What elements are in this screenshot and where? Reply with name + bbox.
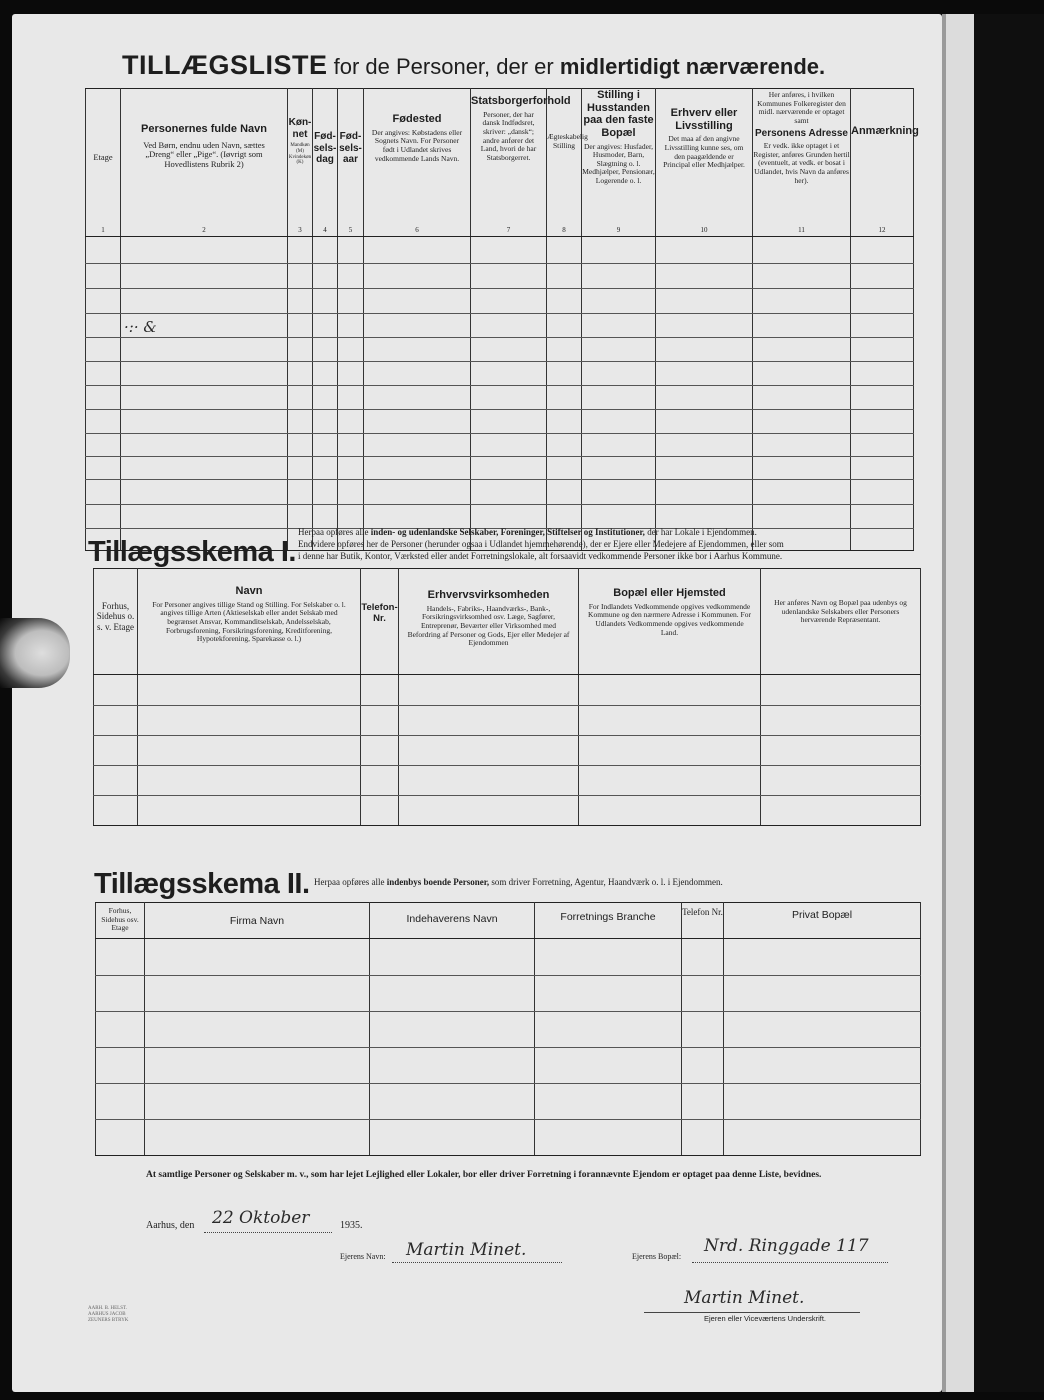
list-row-cell [656, 457, 753, 480]
list-row [86, 505, 914, 529]
list-row-cell [753, 410, 851, 434]
list-row-cell [851, 457, 914, 480]
schema1-row-cell [361, 796, 399, 826]
list-row-cell [547, 362, 582, 386]
list-row-cell [338, 264, 364, 289]
schema1-row-cell [579, 796, 761, 826]
list-row-cell [471, 237, 547, 264]
list-row-cell [86, 434, 121, 457]
list-row-cell [582, 289, 656, 314]
list-row-cell [364, 434, 471, 457]
schema2-row-cell [370, 939, 535, 976]
list-row-cell [547, 338, 582, 362]
schema2-row-cell [145, 1120, 370, 1156]
list-row-cell [851, 480, 914, 505]
list-row-cell [288, 386, 313, 410]
list-col-birthyear: Fød-sels-aar 5 [338, 89, 364, 237]
list-row-cell [471, 314, 547, 338]
list-row-cell [313, 505, 338, 529]
list-row-cell [753, 386, 851, 410]
schema2-row-cell [724, 976, 921, 1012]
list-row-cell [121, 434, 288, 457]
list-row [86, 289, 914, 314]
list-row-cell [288, 237, 313, 264]
list-row-cell [753, 237, 851, 264]
list-row-cell [313, 314, 338, 338]
list-row-cell [753, 457, 851, 480]
date-line [204, 1232, 332, 1233]
schema2-row-cell [96, 1084, 145, 1120]
schema1-row [94, 675, 921, 706]
schema2-row-cell [535, 1084, 682, 1120]
list-row-cell [656, 386, 753, 410]
list-col-name: Personernes fulde Navn Ved Børn, endnu uden Navn, sættes „Dreng“ eller „Pige“. (Iøvrigt som Hovedlistens Rubrik 2) 2 [121, 89, 288, 237]
owner-address-handwritten: Nrd. Ringgade 117 [704, 1236, 869, 1256]
schema2-row-cell [96, 1120, 145, 1156]
list-row-cell [851, 410, 914, 434]
list-row-cell [338, 386, 364, 410]
list-row-cell [288, 457, 313, 480]
list-row-cell [121, 505, 288, 529]
list-col-birthplace: Fødested Der angives: Købstadens eller Sognets Navn. For Personer født i Udlandet skrives vedkommende Lands Navn. 6 [364, 89, 471, 237]
list-row-cell [753, 480, 851, 505]
schema1-col-representative: Her anføres Navn og Bopæl paa udenbys og udenlandske Selskabers eller Personers herværende Repræsentant. [761, 569, 921, 675]
year-label: 1935. [340, 1220, 363, 1231]
list-row-cell [313, 410, 338, 434]
list-row-cell [582, 410, 656, 434]
list-row-cell [582, 237, 656, 264]
schema1-row-cell [94, 675, 138, 706]
schema2-row-cell [535, 1012, 682, 1048]
list-row-cell [547, 289, 582, 314]
schema2-col-private-address: Privat Bopæl [724, 903, 921, 939]
title-middle: for de Personer, der er [333, 54, 554, 79]
list-row-cell [86, 314, 121, 338]
list-row [86, 264, 914, 289]
list-row-cell [121, 410, 288, 434]
list-row-cell [471, 505, 547, 529]
schema2-row-cell [535, 976, 682, 1012]
schema2-row-cell [145, 939, 370, 976]
list-row-cell [364, 505, 471, 529]
list-row-cell [851, 362, 914, 386]
list-row-cell [471, 480, 547, 505]
schema2-row-cell [682, 939, 724, 976]
list-row-cell [582, 264, 656, 289]
schema2-row-cell [370, 1048, 535, 1084]
list-row-cell [313, 338, 338, 362]
list-row-cell [338, 314, 364, 338]
schema2-row [96, 1120, 921, 1156]
schema1-row [94, 706, 921, 736]
schema1-col-phone: Telefon-Nr. [361, 569, 399, 675]
schema1-row-cell [761, 706, 921, 736]
list-row-cell [471, 264, 547, 289]
schema1-col-residence: Bopæl eller Hjemsted For Indlandets Vedkommende opgives vedkommende Kommune og den nærmere Adresse i Kommunen. For Udlandets Vedkommende opgives vedkommende Land. [579, 569, 761, 675]
list-row-cell [86, 237, 121, 264]
list-row-cell [364, 264, 471, 289]
list-row-cell [364, 386, 471, 410]
list-col-birthday: Fød-sels-dag 4 [313, 89, 338, 237]
list-col-address: Her anføres, i hvilken Kommunes Folkeregister den midl. nærværende er optaget samt Personens Adresse Er vedk. ikke optaget i et Register, anføres Grunden hertil (eventuelt, at vedk. er bosat i Udlandet, hvis Navn da anføres her). 11 [753, 89, 851, 237]
date-handwritten: 22 Oktober [212, 1208, 310, 1228]
schema1-row-cell [761, 796, 921, 826]
schema2-col-phone: Telefon Nr. [682, 903, 724, 939]
list-row-cell [656, 410, 753, 434]
schema2-row-cell [535, 1048, 682, 1084]
schema1-col-business: Erhvervsvirksomheden Handels-, Fabriks-, Haandværks-, Bank-, Forsikringsvirksomhed osv. Læge, Sagfører, Entreprenør, Beværter eller Virksomhed med Befordring af Personer og Gods, Ejer eller Medejer af Ejendommen [399, 569, 579, 675]
list-row-cell [547, 505, 582, 529]
schema1-row-cell [94, 796, 138, 826]
list-row-cell [288, 410, 313, 434]
list-row-cell [471, 386, 547, 410]
owner-name-line [392, 1262, 562, 1263]
list-row-cell [86, 457, 121, 480]
list-row-cell [338, 457, 364, 480]
list-row-cell [547, 480, 582, 505]
list-row-cell [338, 505, 364, 529]
page-fold [942, 14, 946, 1392]
schema2-row-cell [682, 1120, 724, 1156]
list-row-cell [313, 289, 338, 314]
list-row-cell [471, 457, 547, 480]
schema2-row-cell [96, 1048, 145, 1084]
list-row-cell [86, 338, 121, 362]
list-row-cell [656, 314, 753, 338]
list-row-cell [288, 264, 313, 289]
list-row [86, 338, 914, 362]
list-row-cell [313, 237, 338, 264]
list-row-cell [582, 386, 656, 410]
certification-text: At samtlige Personer og Selskaber m. v., som har lejet Lejlighed eller Lokaler, bor eller driver Forretning i forannævnte Ejendom er optaget paa denne Liste, bevidnes. [146, 1170, 822, 1180]
schema1-row-cell [579, 766, 761, 796]
list-row-cell [86, 362, 121, 386]
schema2-description: Herpaa opføres alle indenbys boende Personer, som driver Forretning, Agentur, Haandværk o. l. i Ejendommen. [314, 877, 723, 887]
schema1-row-cell [579, 706, 761, 736]
schema1-col-floor: Forhus, Sidehus o. s. v. Etage [94, 569, 138, 675]
list-row-cell [121, 338, 288, 362]
schema1-row-cell [361, 675, 399, 706]
schema1-row-cell [579, 675, 761, 706]
list-row-cell [288, 434, 313, 457]
schema2-col-firm-name: Firma Navn [145, 903, 370, 939]
schema2-row-cell [96, 939, 145, 976]
list-row-cell [288, 289, 313, 314]
list-row-cell [364, 362, 471, 386]
list-row-cell [547, 314, 582, 338]
schema1-row-cell [761, 766, 921, 796]
list-row-cell [86, 289, 121, 314]
list-row-cell [313, 457, 338, 480]
owner-name-handwritten: Martin Minet. [406, 1240, 527, 1260]
list-row-cell [121, 457, 288, 480]
schema2-row-cell [682, 1012, 724, 1048]
schema2-table [95, 902, 921, 1156]
schema2-row [96, 939, 921, 976]
schema2-row-cell [724, 1120, 921, 1156]
list-row-cell [288, 338, 313, 362]
list-row [86, 480, 914, 505]
list-row-cell [471, 362, 547, 386]
list-row-cell [364, 338, 471, 362]
list-row-cell [582, 480, 656, 505]
list-row [86, 386, 914, 410]
list-col-marital: Ægteskabelig Stilling 8 [547, 89, 582, 237]
list-row-cell [288, 505, 313, 529]
list-row-cell [656, 505, 753, 529]
owner-name-label: Ejerens Navn: [340, 1252, 386, 1261]
list-row-cell [753, 434, 851, 457]
schema1-title: Tillægsskema I. [88, 536, 296, 568]
schema1-row-cell [761, 736, 921, 766]
list-row-cell [851, 314, 914, 338]
schema1-row-cell [399, 706, 579, 736]
supplement-list-table [85, 88, 919, 551]
schema1-table [93, 568, 921, 826]
schema1-row-cell [399, 675, 579, 706]
schema1-row-cell [94, 706, 138, 736]
signature-label: Ejeren eller Viceværtens Underskrift. [704, 1314, 826, 1323]
list-row-cell [547, 237, 582, 264]
schema2-title: Tillægsskema II. [94, 868, 310, 900]
list-row-cell [851, 338, 914, 362]
list-row-cell [121, 362, 288, 386]
list-row [86, 434, 914, 457]
list-row-cell [547, 264, 582, 289]
list-row-cell [851, 237, 914, 264]
schema2-row-cell [96, 1012, 145, 1048]
schema2-row-cell [370, 1012, 535, 1048]
list-row-cell [547, 434, 582, 457]
list-row-cell [338, 237, 364, 264]
list-col-household-position: Stilling i Husstanden paa den faste Bopæl Der angives: Husfader, Husmoder, Barn, Slægtning o. l. Medhjælper, Pensionær, Logerende o. l. 9 [582, 89, 656, 237]
schema1-row-cell [138, 706, 361, 736]
list-row-cell [121, 237, 288, 264]
list-row-cell [582, 362, 656, 386]
schema2-row-cell [535, 1120, 682, 1156]
schema2-row-cell [370, 976, 535, 1012]
schema2-row-cell [724, 939, 921, 976]
schema2-row-cell [724, 1084, 921, 1120]
owner-address-label: Ejerens Bopæl: [632, 1252, 682, 1261]
background-edge [974, 14, 1044, 1392]
schema1-row-cell [399, 766, 579, 796]
adjacent-page [944, 14, 974, 1392]
list-row-cell [656, 434, 753, 457]
list-row-cell [753, 314, 851, 338]
list-row [86, 410, 914, 434]
list-col-occupation: Erhverv eller Livsstilling Det maa af den angivne Livsstilling kunne ses, om den paagældende er Principal eller Medhjælper. 10 [656, 89, 753, 237]
schema2-row-cell [145, 1084, 370, 1120]
list-row-cell [313, 264, 338, 289]
schema1-row [94, 766, 921, 796]
schema1-description: Herpaa opføres alle inden- og udenlandske Selskaber, Foreninger, Stiftelser og Institutioner, der har Lokale i Ejendommen. Endvidere opføres her de Personer (herunder ogsaa i Udlandet hjemmehørende), der er Ejere eller Medejere af Ejendommen, eller som i denne har Butik, Kontor, Værksted eller andet Forretningslokale, alt forsaavidt vedkommende Personer ikke bor i Aarhus Kommune. [298, 527, 784, 561]
list-row-cell [582, 457, 656, 480]
list-row-cell [582, 505, 656, 529]
schema1-row-cell [138, 766, 361, 796]
list-row-cell [288, 362, 313, 386]
list-row-cell [121, 264, 288, 289]
list-row-cell [656, 338, 753, 362]
list-row-cell [338, 289, 364, 314]
schema1-row-cell [399, 796, 579, 826]
schema1-row-cell [138, 675, 361, 706]
schema2-row-cell [145, 976, 370, 1012]
schema2-row-cell [682, 1048, 724, 1084]
list-col-citizenship: Statsborgerforhold Personer, der har dansk Indfødsret, skriver: „dansk“; andre anfører det Land, hvori de har Statsborgerret. 7 [471, 89, 547, 237]
schema1-row [94, 736, 921, 766]
list-row [86, 362, 914, 386]
list-row-cell [86, 505, 121, 529]
schema2-row-cell [682, 976, 724, 1012]
list-row-cell [364, 314, 471, 338]
schema2-row [96, 976, 921, 1012]
list-row-cell [656, 362, 753, 386]
list-row-cell [547, 410, 582, 434]
list-row-cell [753, 362, 851, 386]
title-end: midlertidigt nærværende. [559, 54, 826, 79]
list-row-cell [753, 338, 851, 362]
list-row-cell [753, 505, 851, 529]
list-row-cell [364, 480, 471, 505]
signature-handwritten: Martin Minet. [684, 1288, 805, 1308]
list-row-cell [851, 289, 914, 314]
list-row-cell [86, 264, 121, 289]
schema1-header-row [94, 569, 921, 675]
schema2-row-cell [724, 1012, 921, 1048]
list-row [86, 314, 914, 338]
schema2-col-owner-name: Indehaverens Navn [370, 903, 535, 939]
list-row-cell [364, 457, 471, 480]
schema2-row-cell [145, 1048, 370, 1084]
schema1-row-cell [361, 766, 399, 796]
list-row-cell [753, 264, 851, 289]
thumb-holding-page [0, 618, 70, 688]
list-row-cell [656, 289, 753, 314]
title-main: TILLÆGSLISTE [122, 50, 328, 80]
list-row-cell [338, 362, 364, 386]
schema1-col-name: Navn For Personer angives tillige Stand og Stilling. For Selskaber o. l. angives tillige Arten (Aktieselskab eller andet Selskab med begrænset Ansvar, Kommanditselskab, Andelsselskab, Forbrugsforening, Forsikringsforening, Kreditforening, Hypotekforening, Sparekasse o. l.) [138, 569, 361, 675]
schema2-row [96, 1012, 921, 1048]
list-row-cell [753, 289, 851, 314]
printer-mark: AARH. B. HELST. AARHUS JACOB ZEUNERS BTRYK [88, 1306, 129, 1323]
list-row-cell [851, 505, 914, 529]
list-row-cell [851, 434, 914, 457]
list-row-cell [288, 480, 313, 505]
list-row-cell [121, 480, 288, 505]
schema2-row-cell [96, 976, 145, 1012]
schema1-row-cell [94, 736, 138, 766]
schema2-row [96, 1084, 921, 1120]
list-row-cell [364, 237, 471, 264]
list-row-cell [471, 338, 547, 362]
list-row-cell [547, 457, 582, 480]
schema1-row-cell [94, 766, 138, 796]
schema1-row [94, 796, 921, 826]
list-row-cell [582, 338, 656, 362]
schema1-row-cell [138, 796, 361, 826]
list-row-cell [471, 434, 547, 457]
list-row-cell [851, 264, 914, 289]
list-row-cell [338, 410, 364, 434]
schema2-row-cell [724, 1048, 921, 1084]
list-row-cell [313, 362, 338, 386]
owner-address-line [692, 1262, 888, 1263]
schema2-row-cell [370, 1084, 535, 1120]
page-title [122, 50, 825, 81]
list-row-cell [656, 264, 753, 289]
list-row [86, 237, 914, 264]
list-row-cell [656, 480, 753, 505]
list-row-cell [288, 314, 313, 338]
schema2-row-cell [370, 1120, 535, 1156]
list-row-cell [313, 480, 338, 505]
signature-line [644, 1312, 860, 1313]
schema1-row-cell [361, 736, 399, 766]
list-row-cell [313, 386, 338, 410]
list-row-cell [471, 410, 547, 434]
schema2-col-floor: Forhus, Sidehus osv. Etage [96, 903, 145, 939]
list-row-cell [86, 386, 121, 410]
schema2-row-cell [682, 1084, 724, 1120]
list-row-cell [121, 386, 288, 410]
place-label: Aarhus, den [146, 1220, 195, 1231]
list-header-row [86, 89, 914, 237]
list-row-cell [338, 434, 364, 457]
schema2-row [96, 1048, 921, 1084]
schema1-row-cell [361, 706, 399, 736]
list-col-etage: Etage 1 [86, 89, 121, 237]
schema1-row-cell [399, 736, 579, 766]
list-col-gender: Køn-net Mandkøn (M) Kvindekøn (K) 3 [288, 89, 313, 237]
list-row-cell [121, 289, 288, 314]
list-row-cell [656, 237, 753, 264]
schema1-row-cell [579, 736, 761, 766]
schema2-row-cell [535, 939, 682, 976]
list-row-cell [582, 434, 656, 457]
list-row-cell [364, 289, 471, 314]
list-row [86, 457, 914, 480]
handwritten-mark: ·:· & [124, 318, 157, 336]
list-col-remark: Anmærkning 12 [851, 89, 914, 237]
schema2-header-row [96, 903, 921, 939]
schema2-col-branch: Forretnings Branche [535, 903, 682, 939]
list-row-cell [582, 314, 656, 338]
list-row-cell [851, 386, 914, 410]
list-row-cell [364, 410, 471, 434]
schema1-row-cell [761, 675, 921, 706]
schema1-row-cell [138, 736, 361, 766]
list-row-cell [313, 434, 338, 457]
list-row-cell [471, 289, 547, 314]
list-row-cell [338, 338, 364, 362]
schema2-row-cell [145, 1012, 370, 1048]
list-row-cell [338, 480, 364, 505]
list-row-cell [86, 480, 121, 505]
list-row-cell [547, 386, 582, 410]
list-row-cell [86, 410, 121, 434]
